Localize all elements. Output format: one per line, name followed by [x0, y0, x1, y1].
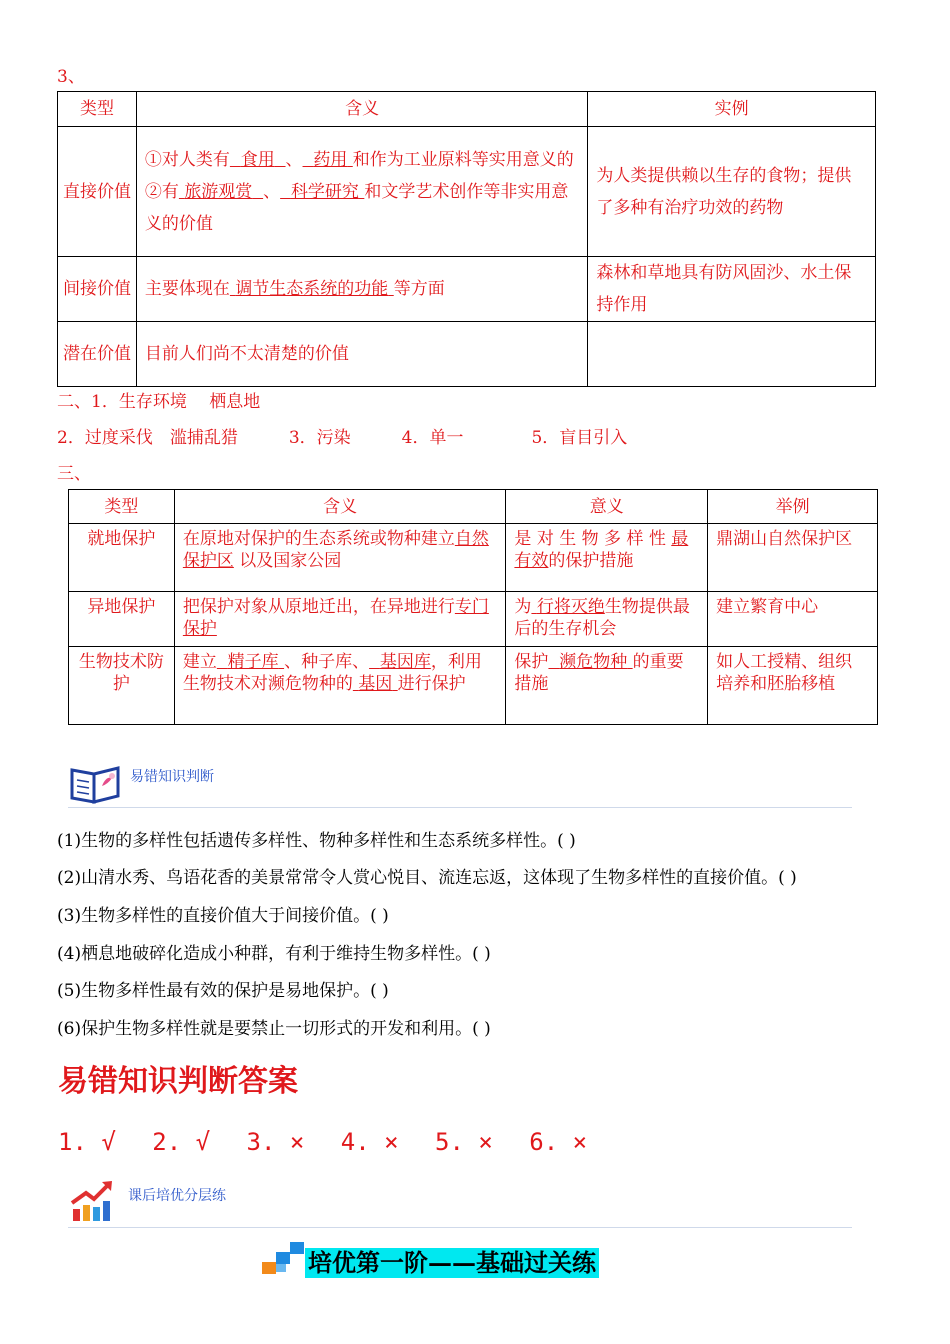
header-cell: 意义: [506, 490, 708, 524]
question-3: (3)生物多样性的直接价值大于间接价值。( ): [57, 906, 389, 926]
example-cell: 森林和草地具有防风固沙、水土保持作用: [588, 257, 876, 322]
type-cell: 直接价值: [58, 127, 137, 257]
answers-title: 易错知识判断答案: [58, 1064, 298, 1099]
open-book-icon: [68, 760, 122, 806]
header-cell: 类型: [58, 92, 137, 127]
meaning-cell: 在原地对保护的生态系统或物种建立自然保护区 以及国家公园: [174, 524, 506, 592]
type-cell: 生物技术防护: [69, 647, 175, 725]
type-cell: 就地保护: [69, 524, 175, 592]
table-row: [58, 322, 876, 387]
type-cell: 异地保护: [69, 592, 175, 647]
meaning-cell: 主要体现在 调节生态系统的功能 等方面: [136, 257, 587, 322]
judge-section-title: 易错知识判断: [130, 769, 214, 785]
divider: [68, 1227, 852, 1228]
divider: [68, 807, 852, 808]
significance-cell: 是 对 生 物 多 样 性 最有效的保护措施: [506, 524, 708, 592]
growth-chart-icon: [70, 1177, 116, 1223]
header-cell: 举例: [708, 490, 878, 524]
answer-4: 4. ×: [340, 1128, 399, 1156]
table-row: [69, 647, 878, 725]
type-cell: 潜在价值: [58, 322, 137, 387]
significance-cell: 保护 濒危物种 的重要措施: [506, 647, 708, 725]
answers-row: [58, 1128, 609, 1156]
example-cell: 为人类提供赖以生存的食物；提供了多种有治疗功效的药物: [588, 127, 876, 257]
header-cell: 类型: [69, 490, 175, 524]
question-6: (6)保护生物多样性就是要禁止一切形式的开发和利用。( ): [57, 1019, 491, 1039]
meaning-cell: 建立 精子库 、种子库、 基因库，利用生物技术对濒危物种的 基因 进行保护: [174, 647, 506, 725]
example-cell: 鼎湖山自然保护区: [708, 524, 878, 592]
type-cell: 间接价值: [58, 257, 137, 322]
table-row: [69, 592, 878, 647]
answer-1: 1. √: [58, 1128, 116, 1156]
question-1: (1)生物的多样性包括遗传多样性、物种多样性和生态系统多样性。( ): [57, 831, 576, 851]
meaning-cell: 目前人们尚不太清楚的价值: [136, 322, 587, 387]
example-cell: 建立繁育中心: [708, 592, 878, 647]
practice-section-title: 课后培优分层练: [128, 1188, 226, 1204]
stairs-icon: [262, 1240, 304, 1274]
significance-cell: 为 行将灭绝生物提供最后的生存机会: [506, 592, 708, 647]
meaning-cell: ①对人类有 食用 、 药用 和作为工业原料等实用意义的 ②有 旅游观赏 、 科学研究 和文学艺术创作等非实用意义的价值: [136, 127, 587, 257]
header-cell: 含义: [136, 92, 587, 127]
table-header-row: [58, 92, 876, 127]
header-cell: 含义: [174, 490, 506, 524]
answer-6: 6. ×: [529, 1128, 588, 1156]
table-row: [58, 127, 876, 257]
meaning-cell: 把保护对象从原地迁出，在异地进行专门保护: [174, 592, 506, 647]
table-header-row: [69, 490, 878, 524]
question-5: (5)生物多样性最有效的保护是易地保护。( ): [57, 981, 389, 1001]
example-cell: [588, 322, 876, 387]
section-3-label: 3、: [57, 67, 85, 87]
part2-line2: 2．过度采伐 滥捕乱猎 3．污染 4．单一 5．盲目引入: [57, 428, 628, 448]
part3-label: 三、: [57, 464, 91, 484]
question-4: (4)栖息地破碎化造成小种群，有利于维持生物多样性。( ): [57, 944, 491, 964]
answer-5: 5. ×: [435, 1128, 493, 1156]
example-cell: 如人工授精、组织培养和胚胎移植: [708, 647, 878, 725]
header-cell: 实例: [588, 92, 876, 127]
table-row: [58, 257, 876, 322]
protection-table: [68, 489, 878, 725]
answer-3: 3. ×: [246, 1128, 305, 1156]
part2-line1: 二、1．生存环境 栖息地: [57, 392, 261, 412]
value-table: [57, 91, 876, 387]
answer-2: 2. √: [152, 1128, 211, 1156]
question-2: (2)山清水秀、鸟语花香的美景常常令人赏心悦目、流连忘返，这体现了生物多样性的直接价值。( ): [57, 868, 797, 888]
practice-banner: 培优第一阶——基础过关练: [305, 1248, 599, 1278]
table-row: [69, 524, 878, 592]
